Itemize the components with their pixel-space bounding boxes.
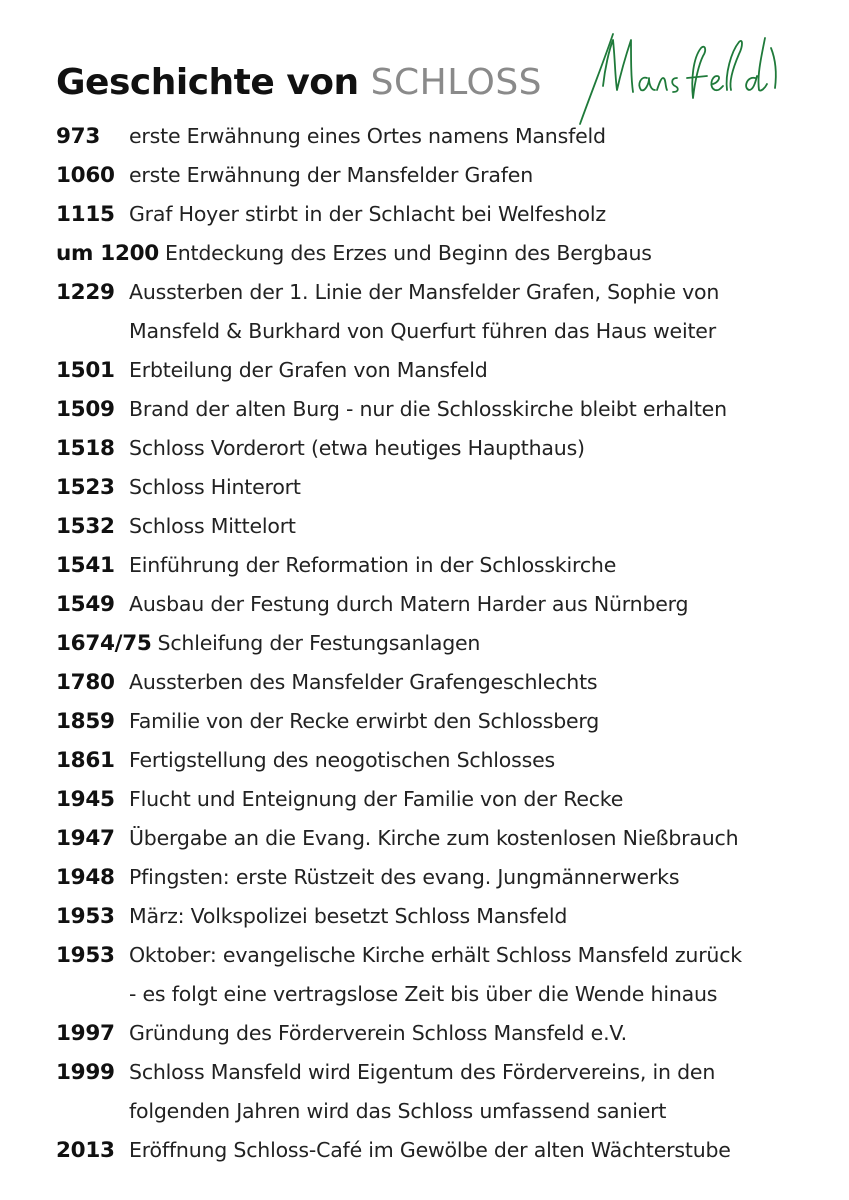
timeline-row xyxy=(56,819,816,858)
timeline-year: 1948 xyxy=(56,865,115,890)
timeline-event: Gründung des Förderverein Schloss Mansfeld e.V. xyxy=(129,1021,627,1045)
timeline-year: 1523 xyxy=(56,475,115,500)
timeline-event: Eröffnung Schloss-Café im Gewölbe der alten Wächterstube xyxy=(129,1138,731,1162)
timeline-year: 1997 xyxy=(56,1021,115,1046)
timeline-row xyxy=(56,780,816,819)
timeline-year: 1518 xyxy=(56,436,115,461)
timeline-year: 1947 xyxy=(56,826,115,851)
timeline-year: 1945 xyxy=(56,787,115,812)
timeline-row xyxy=(56,351,816,390)
timeline-year: 1780 xyxy=(56,670,115,695)
timeline-event: Fertigstellung des neogotischen Schlosses xyxy=(129,748,555,772)
timeline-row xyxy=(56,624,816,663)
timeline-event: Erbteilung der Grafen von Mansfeld xyxy=(129,358,488,382)
timeline-event: Graf Hoyer stirbt in der Schlacht bei Welfesholz xyxy=(129,202,606,226)
timeline-event: Flucht und Enteignung der Familie von der Recke xyxy=(129,787,624,811)
timeline-year: 1674/75 xyxy=(56,631,152,656)
timeline-year: 1999 xyxy=(56,1060,115,1085)
timeline-event: Entdeckung des Erzes und Beginn des Bergbaus xyxy=(164,241,652,265)
timeline-row xyxy=(56,702,816,741)
timeline-event: Pfingsten: erste Rüstzeit des evang. Jungmännerwerks xyxy=(129,865,680,889)
timeline-event: Schloss Hinterort xyxy=(129,475,301,499)
timeline-row xyxy=(56,1014,816,1053)
timeline-year: 973 xyxy=(56,124,100,149)
timeline-row xyxy=(56,117,816,156)
timeline-event: Schloss Mansfeld wird Eigentum des Fördervereins, in den folgenden Jahren wird das Schloss umfassend saniert xyxy=(129,1060,716,1123)
timeline-year: 1859 xyxy=(56,709,115,734)
timeline-event: Schloss Mittelort xyxy=(129,514,296,538)
timeline-event: März: Volkspolizei besetzt Schloss Mansfeld xyxy=(129,904,568,928)
title-light: SCHLOSS xyxy=(370,62,543,103)
timeline-year: 1229 xyxy=(56,280,115,305)
timeline-event: erste Erwähnung der Mansfelder Grafen xyxy=(129,163,533,187)
timeline-event: Aussterben der 1. Linie der Mansfelder Grafen, Sophie von Mansfeld & Burkhard von Querfurt führen das Haus weiter xyxy=(129,280,720,343)
timeline-event: Schleifung der Festungsanlagen xyxy=(157,631,481,655)
timeline-year: 1549 xyxy=(56,592,115,617)
timeline-event: Einführung der Reformation in der Schlosskirche xyxy=(129,553,617,577)
timeline-year: 1115 xyxy=(56,202,115,227)
timeline-row xyxy=(56,273,816,351)
timeline-event: Brand der alten Burg - nur die Schlosskirche bleibt erhalten xyxy=(129,397,727,421)
timeline-row xyxy=(56,1131,816,1170)
timeline-row xyxy=(56,234,816,273)
timeline-row xyxy=(56,936,816,1014)
timeline-row xyxy=(56,663,816,702)
timeline-row xyxy=(56,897,816,936)
timeline-event: Aussterben des Mansfelder Grafengeschlechts xyxy=(129,670,598,694)
timeline-year: um 1200 xyxy=(56,241,159,266)
timeline-row xyxy=(56,156,816,195)
timeline-row xyxy=(56,741,816,780)
timeline-year: 1532 xyxy=(56,514,115,539)
timeline-row xyxy=(56,546,816,585)
timeline-event: Übergabe an die Evang. Kirche zum kostenlosen Nießbrauch xyxy=(129,826,739,850)
timeline-year: 1060 xyxy=(56,163,115,188)
timeline-year: 1509 xyxy=(56,397,115,422)
timeline-year: 2013 xyxy=(56,1138,115,1163)
timeline-event: Ausbau der Festung durch Matern Harder aus Nürnberg xyxy=(129,592,689,616)
timeline-event: erste Erwähnung eines Ortes namens Mansfeld xyxy=(129,124,606,148)
timeline-year: 1861 xyxy=(56,748,115,773)
timeline-row xyxy=(56,585,816,624)
timeline-row xyxy=(56,429,816,468)
timeline-row xyxy=(56,195,816,234)
timeline-event: Schloss Vorderort (etwa heutiges Haupthaus) xyxy=(129,436,585,460)
timeline-year: 1953 xyxy=(56,904,115,929)
timeline-row xyxy=(56,1053,816,1131)
page-title xyxy=(56,62,542,114)
timeline-row xyxy=(56,390,816,429)
timeline-year: 1953 xyxy=(56,943,115,968)
history-timeline xyxy=(56,117,816,1170)
timeline-event: Familie von der Recke erwirbt den Schlossberg xyxy=(129,709,600,733)
timeline-row xyxy=(56,468,816,507)
timeline-event: Oktober: evangelische Kirche erhält Schloss Mansfeld zurück - es folgt eine vertragslose Zeit bis über die Wende hinaus xyxy=(129,943,742,1006)
timeline-year: 1501 xyxy=(56,358,115,383)
timeline-year: 1541 xyxy=(56,553,115,578)
timeline-row xyxy=(56,858,816,897)
title-bold: Geschichte von xyxy=(56,62,359,103)
timeline-row xyxy=(56,507,816,546)
